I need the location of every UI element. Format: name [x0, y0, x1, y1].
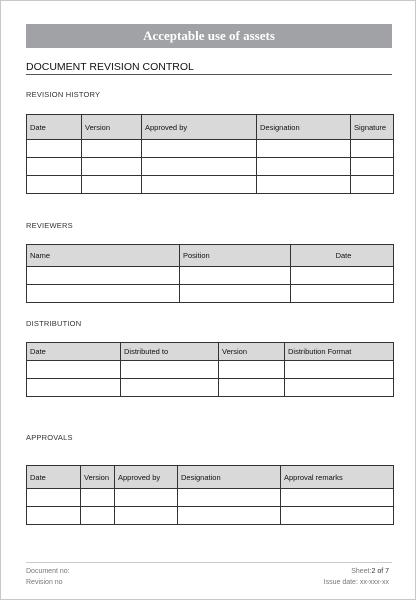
heading-underline	[26, 74, 392, 75]
table-row	[27, 285, 394, 303]
column-header: Designation	[178, 466, 281, 489]
sheet-indicator	[351, 568, 389, 575]
distribution-table	[26, 342, 394, 397]
revision-history-table	[26, 114, 394, 194]
table-cell[interactable]	[142, 140, 257, 158]
table-cell[interactable]	[27, 379, 121, 397]
document-title-banner: Acceptable use of assets	[26, 24, 392, 48]
table-cell[interactable]	[121, 379, 219, 397]
table-cell[interactable]	[142, 158, 257, 176]
table-row	[27, 507, 394, 525]
column-header: Approved by	[142, 115, 257, 140]
table-header-row	[27, 466, 394, 489]
table-row	[27, 158, 394, 176]
table-header-row	[27, 115, 394, 140]
column-header: Name	[27, 245, 180, 267]
document-number-label: Document no:	[26, 568, 70, 575]
table-header-row	[27, 245, 394, 267]
table-cell[interactable]	[351, 176, 394, 194]
table-row	[27, 267, 394, 285]
table-cell[interactable]	[27, 267, 180, 285]
table-cell[interactable]	[281, 507, 394, 525]
sheet-label: Sheet:	[351, 568, 372, 575]
footer-divider	[26, 562, 392, 563]
sheet-value: 2 of 7	[371, 568, 389, 575]
table-cell[interactable]	[291, 267, 394, 285]
table-cell[interactable]	[27, 176, 82, 194]
table-row	[27, 489, 394, 507]
column-header: Version	[219, 343, 285, 361]
table-cell[interactable]	[82, 158, 142, 176]
table-cell[interactable]	[219, 361, 285, 379]
table-cell[interactable]	[291, 285, 394, 303]
table-row	[27, 176, 394, 194]
table-cell[interactable]	[285, 361, 394, 379]
column-header: Distribution Format	[285, 343, 394, 361]
column-header: Signature	[351, 115, 394, 140]
table-cell[interactable]	[351, 140, 394, 158]
reviewers-table	[26, 244, 394, 303]
table-cell[interactable]	[257, 176, 351, 194]
table-cell[interactable]	[285, 379, 394, 397]
column-header: Version	[82, 115, 142, 140]
table-cell[interactable]	[115, 507, 178, 525]
approvals-label: APPROVALS	[26, 433, 73, 442]
table-cell[interactable]	[351, 158, 394, 176]
table-cell[interactable]	[27, 361, 121, 379]
column-header: Version	[81, 466, 115, 489]
table-header-row	[27, 343, 394, 361]
revision-number-label: Revision no	[26, 579, 63, 586]
table-cell[interactable]	[27, 158, 82, 176]
table-row	[27, 379, 394, 397]
table-cell[interactable]	[27, 285, 180, 303]
table-cell[interactable]	[27, 507, 81, 525]
column-header: Approved by	[115, 466, 178, 489]
table-cell[interactable]	[257, 158, 351, 176]
table-cell[interactable]	[257, 140, 351, 158]
table-cell[interactable]	[81, 489, 115, 507]
column-header: Date	[27, 466, 81, 489]
table-cell[interactable]	[178, 507, 281, 525]
revision-history-label: REVISION HISTORY	[26, 90, 101, 99]
issue-date-label: Issue date: xx-xxx-xx	[323, 579, 389, 586]
distribution-label: DISTRIBUTION	[26, 319, 82, 328]
column-header: Position	[180, 245, 291, 267]
table-cell[interactable]	[180, 267, 291, 285]
table-cell[interactable]	[281, 489, 394, 507]
table-cell[interactable]	[27, 140, 82, 158]
table-cell[interactable]	[82, 176, 142, 194]
table-cell[interactable]	[219, 379, 285, 397]
table-cell[interactable]	[121, 361, 219, 379]
table-cell[interactable]	[82, 140, 142, 158]
column-header: Designation	[257, 115, 351, 140]
table-cell[interactable]	[142, 176, 257, 194]
column-header: Distributed to	[121, 343, 219, 361]
table-cell[interactable]	[81, 507, 115, 525]
column-header: Date	[291, 245, 394, 267]
table-cell[interactable]	[178, 489, 281, 507]
column-header: Approval remarks	[281, 466, 394, 489]
table-cell[interactable]	[27, 489, 81, 507]
table-cell[interactable]	[180, 285, 291, 303]
table-row	[27, 361, 394, 379]
column-header: Date	[27, 343, 121, 361]
table-cell[interactable]	[115, 489, 178, 507]
reviewers-label: REVIEWERS	[26, 221, 73, 230]
revision-control-heading: DOCUMENT REVISION CONTROL	[26, 61, 194, 73]
column-header: Date	[27, 115, 82, 140]
table-row	[27, 140, 394, 158]
approvals-table	[26, 465, 394, 525]
